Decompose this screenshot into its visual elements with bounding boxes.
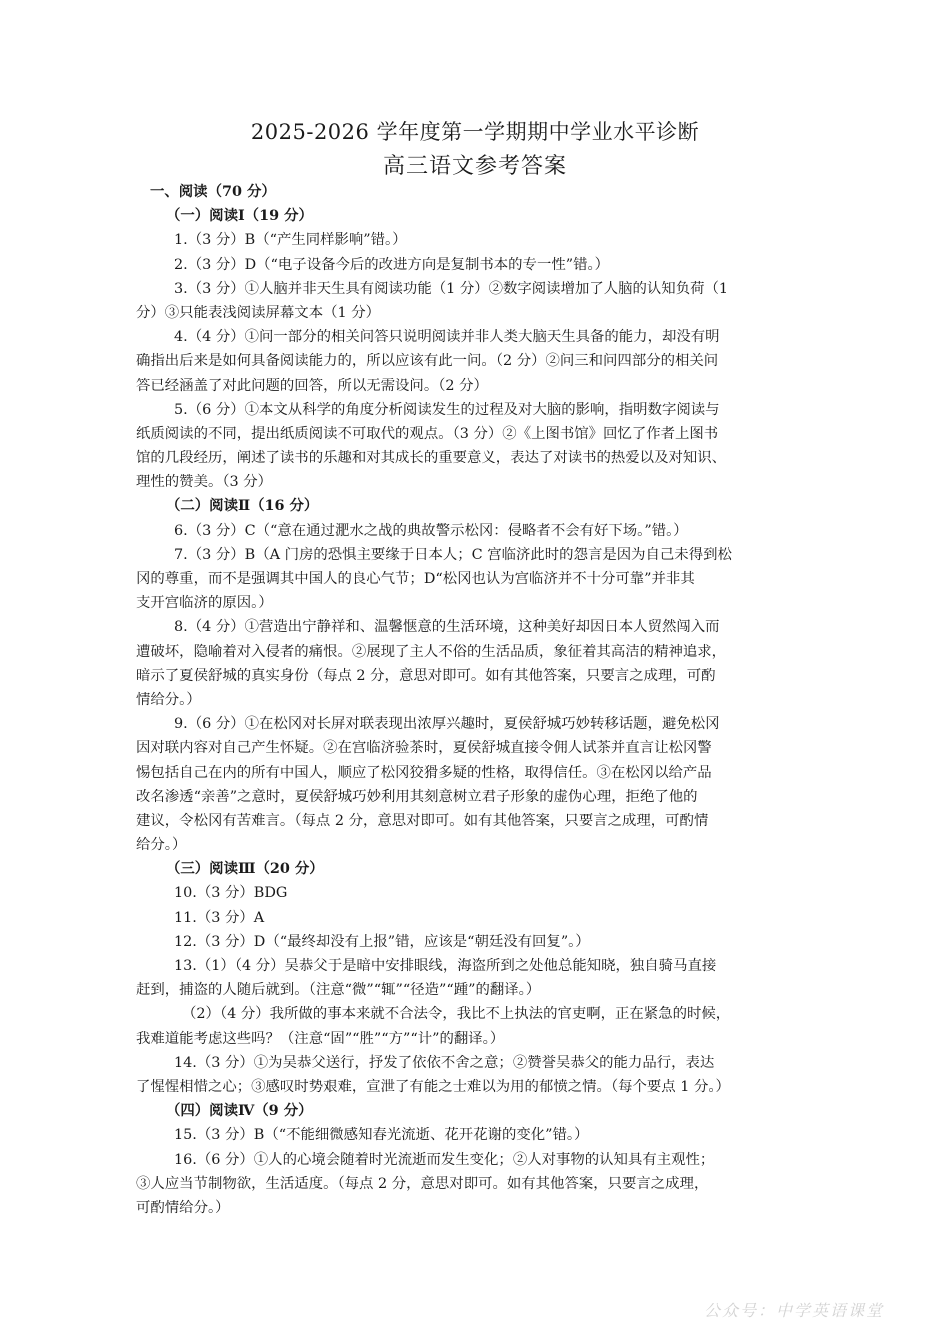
- answer-line: 赶到，捕盗的人随后就到。（注意“微”“辄”“径造”“踵”的翻译。）: [136, 982, 541, 999]
- answer-line: 13.（1）（4 分）吴恭父于是暗中安排眼线，海盗所到之处他总能知晓，独自骑马直接: [174, 958, 717, 974]
- answer-line: 9.（6 分）①在松冈对长屏对联表现出浓厚兴趣时，夏侯舒城巧妙转移话题，避免松冈: [174, 716, 720, 733]
- section-heading: 一、阅读（70 分）: [150, 183, 276, 200]
- answer-line: 4.（4 分）①问一部分的相关问答只说明阅读并非人类大脑天生具备的能力，却没有明: [174, 329, 720, 346]
- answer-line: 遭破坏，隐喻着对入侵者的痛恨。②展现了主人不俗的生活品质，象征着其高洁的精神追求，: [136, 643, 727, 660]
- answer-line: 给分。）: [136, 837, 187, 854]
- answer-line: 纸质阅读的不同，提出纸质阅读不可取代的观点。（3 分）②《上图书馆》回忆了作者上图书: [136, 425, 719, 442]
- answer-body: [136, 180, 818, 1220]
- answer-line: 因对联内容对自己产生怀疑。②在宫临济验茶时，夏侯舒城直接令佣人试茶并直言让松冈警: [136, 740, 712, 757]
- answer-line: ③人应当节制物欲，生活适度。（每点 2 分，意思对即可。如有其他答案，只要言之成理，: [136, 1175, 709, 1192]
- answer-line: 7.（3 分）B（A 门房的恐惧主要缘于日本人；C 宫临济此时的怨言是因为自己未得到松: [174, 546, 732, 563]
- section-heading: （二）阅读Ⅱ（16 分）: [166, 497, 319, 515]
- answer-line: 改名渗透“亲善”之意时，夏侯舒城巧妙利用其刻意树立君子形象的虚伪心理，拒绝了他的: [136, 788, 698, 805]
- answer-line: 分）③只能表浅阅读屏幕文本（1 分）: [136, 304, 380, 321]
- answer-line: 可酌情给分。）: [136, 1199, 230, 1216]
- section-heading: （一）阅读Ⅰ（19 分）: [166, 207, 313, 225]
- answer-line: 答已经涵盖了对此问题的回答，所以无需设问。（2 分）: [136, 377, 488, 394]
- answer-line: 建议，令松冈有苦难言。（每点 2 分，意思对即可。如有其他答案，只要言之成理，可酌情: [136, 812, 709, 829]
- answer-line: 暗示了夏侯舒城的真实身份（每点 2 分，意思对即可。如有其他答案，只要言之成理，可酌: [136, 667, 716, 684]
- section-heading: （三）阅读Ⅲ（20 分）: [166, 860, 324, 878]
- answer-line: 11.（3 分）A: [174, 909, 265, 926]
- answer-line: 3.（3 分）①人脑并非天生具有阅读功能（1 分）②数字阅读增加了人脑的认知负荷（1: [174, 280, 729, 297]
- answer-line: 支开宫临济的原因。）: [136, 595, 273, 612]
- answer-line: 惕包括自己在内的所有中国人，顺应了松冈狡猾多疑的性格，取得信任。③在松冈以给产品: [136, 764, 712, 781]
- answer-line: 15.（3 分）B（“不能细微感知春光流逝、花开花谢的变化”错。）: [174, 1127, 589, 1144]
- document-subtitle: 高三语文参考答案: [382, 154, 567, 179]
- answer-line: 理性的赞美。（3 分）: [136, 474, 273, 491]
- answer-line: 了惺惺相惜之心；③感叹时势艰难，宣泄了有能之士难以为用的郁愤之情。（每个要点 1 分。）: [136, 1078, 730, 1095]
- answer-line: 6.（3 分）C（“意在通过淝水之战的典故警示松冈：侵略者不会有好下场。”错。）: [174, 522, 688, 539]
- answer-line: 确指出后来是如何具备阅读能力的，所以应该有此一问。（2 分）②问三和问四部分的相关问: [136, 353, 719, 370]
- answer-line: 馆的几段经历，阐述了读书的乐趣和对其成长的重要意义，表达了对读书的热爱以及对知识、: [136, 450, 727, 467]
- answer-line: 5.（6 分）①本文从科学的角度分析阅读发生的过程及对大脑的影响，指明数字阅读与: [174, 401, 720, 418]
- answer-line: 8.（4 分）①营造出宁静祥和、温馨惬意的生活环境，这种美好却因日本人贸然闯入而: [174, 619, 720, 636]
- answer-line: 14.（3 分）①为吴恭父送行，抒发了依依不舍之意；②赞誉吴恭父的能力品行，表达: [174, 1054, 715, 1071]
- section-heading: （四）阅读Ⅳ（9 分）: [166, 1102, 313, 1120]
- answer-line: 情给分。）: [136, 691, 201, 708]
- answer-line: 1.（3 分）B（“产生同样影响”错。）: [174, 232, 407, 249]
- answer-line: 我难道能考虑这些吗？（注意“固”“胜”“方”“计”的翻译。）: [136, 1030, 505, 1047]
- answer-line: 10.（3 分）BDG: [174, 885, 288, 902]
- answer-line: 16.（6 分）①人的心境会随着时光流逝而发生变化；②人对事物的认知具有主观性；: [174, 1151, 715, 1168]
- answer-line: 冈的尊重，而不是强调其中国人的良心气节；D“松冈也认为宫临济并不十分可靠”并非其: [136, 571, 695, 587]
- watermark: 公众号：中学英语课堂: [703, 1301, 884, 1320]
- answer-line: 12.（3 分）D（“最终却没有上报”错，应该是“朝廷没有回复”。）: [174, 933, 590, 950]
- answer-line: （2）（4 分）我所做的事本来就不合法令，我比不上执法的官吏啊，正在紧急的时候，: [182, 1006, 731, 1023]
- document-title: 2025-2026 学年度第一学期期中学业水平诊断: [250, 120, 700, 144]
- answer-line: 2.（3 分）D（“电子设备今后的改进方向是复制书本的专一性”错。）: [174, 256, 610, 273]
